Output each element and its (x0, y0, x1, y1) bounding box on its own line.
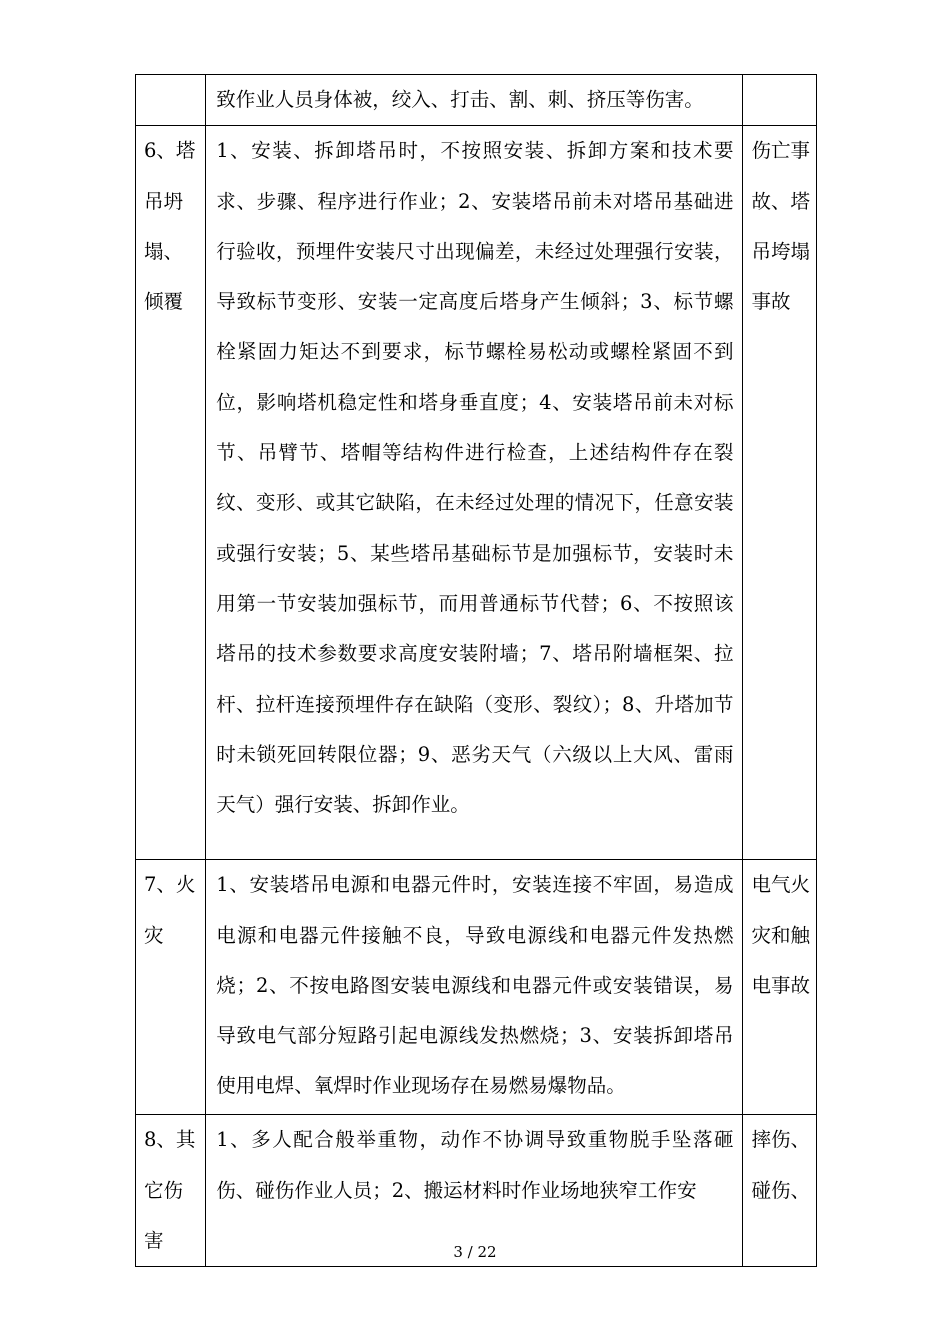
hazard-description-cell: 致作业人员身体被，绞入、打击、割、刺、挤压等伤害。 (206, 75, 742, 126)
accident-type-cell: 摔伤、碰伤、 (742, 1115, 817, 1267)
hazard-description-cell: 1、安装、拆卸塔吊时，不按照安装、拆卸方案和技术要求、步骤、程序进行作业；2、安装塔吊前未对塔吊基础进行验收，预埋件安装尺寸出现偏差，未经过处理强行安装，导致标节变形、安装一定高度后塔身产生倾斜；3、标节螺栓紧固力矩达不到要求，标节螺栓易松动或螺栓紧固不到位，影响塔机稳定性和塔身垂直度；4、安装塔吊前未对标节、吊臂节、塔帽等结构件进行检查，上述结构件存在裂纹、变形、或其它缺陷，在未经过处理的情况下，任意安装或强行安装；5、某些塔吊基础标节是加强标节，安装时未用第一节安装加强标节，而用普通标节代替；6、不按照该塔吊的技术参数要求高度安装附墙；7、塔吊附墙框架、拉杆、拉杆连接预埋件存在缺陷（变形、裂纹）；8、升塔加节时未锁死回转限位器；9、恶劣天气（六级以上大风、雷雨天气）强行安装、拆卸作业。 (206, 126, 742, 860)
accident-type-cell (742, 75, 817, 126)
hazard-category-cell: 6、塔吊坍塌、倾覆 (136, 126, 206, 860)
hazard-category-cell: 7、火灾 (136, 860, 206, 1115)
table-row (136, 126, 817, 860)
hazard-description-cell: 1、安装塔吊电源和电器元件时，安装连接不牢固，易造成电源和电器元件接触不良，导致电源线和电器元件发热燃烧；2、不按电路图安装电源线和电器元件或安装错误，易导致电气部分短路引起电源线发热燃烧；3、安装拆卸塔吊使用电焊、氧焊时作业现场存在易燃易爆物品。 (206, 860, 742, 1115)
hazard-table (135, 74, 817, 1267)
table-row (136, 75, 817, 126)
page-number: 3 / 22 (453, 1243, 497, 1261)
table-row (136, 860, 817, 1115)
accident-type-cell: 电气火灾和触电事故 (742, 860, 817, 1115)
hazard-category-cell: 8、其它伤害 (136, 1115, 206, 1267)
hazard-description-cell: 1、多人配合般举重物，动作不协调导致重物脱手坠落砸伤、碰伤作业人员；2、搬运材料时作业场地狭窄工作安 (206, 1115, 742, 1267)
hazard-category-cell (136, 75, 206, 126)
accident-type-cell: 伤亡事故、塔吊垮塌事故 (742, 126, 817, 860)
